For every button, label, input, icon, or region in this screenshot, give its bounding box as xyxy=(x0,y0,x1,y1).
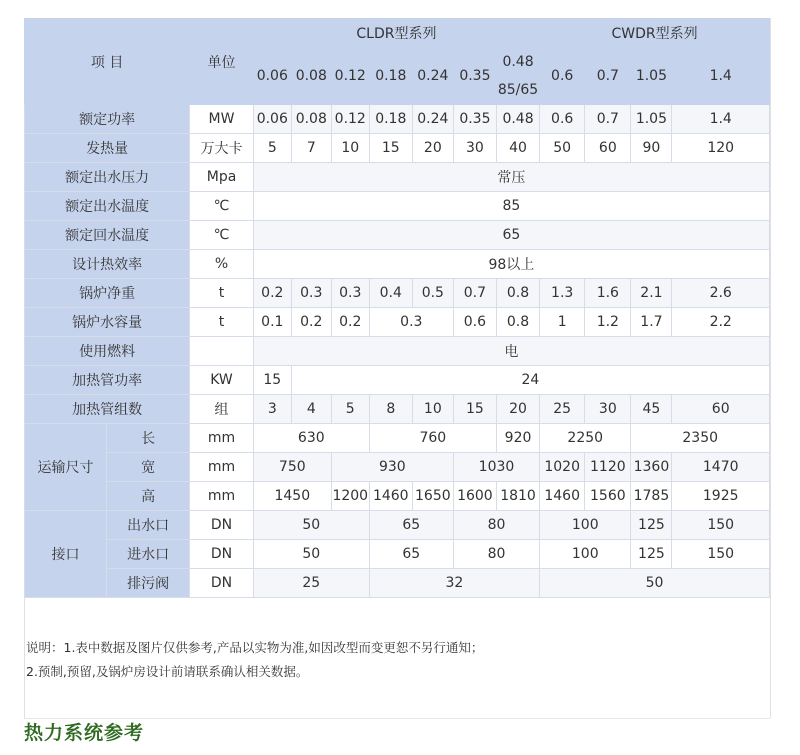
table-cell: 5 xyxy=(331,395,369,424)
table-cell: 15 xyxy=(253,366,291,395)
table-cell: 80 xyxy=(453,511,539,540)
table-cell: 100 xyxy=(540,540,631,569)
table-cell: 1.05 xyxy=(631,105,672,134)
row-unit: ℃ xyxy=(190,192,254,221)
table-cell: 60 xyxy=(672,395,770,424)
table-cell: 0.06 xyxy=(253,105,291,134)
table-cell: 0.08 xyxy=(291,105,331,134)
table-cell: 1450 xyxy=(253,482,331,511)
row-label: 长 xyxy=(107,424,190,453)
row-label: 设计热效率 xyxy=(25,250,190,279)
table-cell: 1020 xyxy=(540,453,585,482)
table-row xyxy=(25,105,770,134)
model-cell: 1.05 xyxy=(631,48,672,105)
notes xyxy=(26,636,483,684)
table-cell: 0.7 xyxy=(453,279,496,308)
section-title: 热力系统参考 xyxy=(24,722,145,744)
row-unit: t xyxy=(190,308,254,337)
table-cell: 0.2 xyxy=(331,308,369,337)
row-label: 进水口 xyxy=(107,540,190,569)
table-cell: 1560 xyxy=(585,482,631,511)
table-row xyxy=(25,250,770,279)
row-label: 加热管功率 xyxy=(25,366,190,395)
table-cell: 30 xyxy=(585,395,631,424)
row-label: 宽 xyxy=(107,453,190,482)
table-cell: 4 xyxy=(291,395,331,424)
model-cell: 1.4 xyxy=(672,48,770,105)
model-cell: 0.18 xyxy=(369,48,412,105)
row-label: 排污阀 xyxy=(107,569,190,598)
table-cell: 65 xyxy=(253,221,769,250)
row-label: 出水口 xyxy=(107,511,190,540)
table-cell: 50 xyxy=(253,540,369,569)
model-cell: 0.12 xyxy=(331,48,369,105)
header-unit: 单位 xyxy=(190,19,254,105)
row-label: 额定回水温度 xyxy=(25,221,190,250)
table-cell: 630 xyxy=(253,424,369,453)
table-cell: 50 xyxy=(540,134,585,163)
table-row xyxy=(25,221,770,250)
model-cell: 0.35 xyxy=(453,48,496,105)
row-label: 发热量 xyxy=(25,134,190,163)
table-cell: 30 xyxy=(453,134,496,163)
row-unit: mm xyxy=(190,482,254,511)
table-row xyxy=(25,395,770,424)
table-cell: 2250 xyxy=(540,424,631,453)
table-row xyxy=(25,482,770,511)
table-cell: 3 xyxy=(253,395,291,424)
note-line: 说明：1.表中数据及图片仅供参考,产品以实物为准,如因改型而变更恕不另行通知； xyxy=(26,640,484,655)
table-cell: 7 xyxy=(291,134,331,163)
table-cell: 0.48 xyxy=(496,105,539,134)
table-cell: 1030 xyxy=(453,453,539,482)
row-label: 额定出水压力 xyxy=(25,163,190,192)
table-cell: 750 xyxy=(253,453,331,482)
table-cell: 150 xyxy=(672,511,770,540)
model-cell: 0.24 xyxy=(412,48,453,105)
row-unit: Mpa xyxy=(190,163,254,192)
table-cell: 50 xyxy=(540,569,770,598)
row-unit: % xyxy=(190,250,254,279)
table-cell: 0.6 xyxy=(540,105,585,134)
spec-table xyxy=(24,18,770,598)
row-label: 加热管组数 xyxy=(25,395,190,424)
table-cell: 150 xyxy=(672,540,770,569)
model-cell: 0.48 85/65 xyxy=(496,48,539,105)
table-cell: 930 xyxy=(331,453,453,482)
table-cell: 0.6 xyxy=(453,308,496,337)
table-cell: 80 xyxy=(453,540,539,569)
table-cell: 0.5 xyxy=(412,279,453,308)
table-cell: 0.4 xyxy=(369,279,412,308)
table-row xyxy=(25,308,770,337)
row-unit xyxy=(190,337,254,366)
table-cell: 0.7 xyxy=(585,105,631,134)
table-cell: 25 xyxy=(253,569,369,598)
row-label: 高 xyxy=(107,482,190,511)
table-cell: 125 xyxy=(631,511,672,540)
table-cell: 0.18 xyxy=(369,105,412,134)
table-cell: 760 xyxy=(369,424,496,453)
table-cell: 8 xyxy=(369,395,412,424)
table-cell: 0.2 xyxy=(291,308,331,337)
table-cell: 15 xyxy=(369,134,412,163)
table-cell: 65 xyxy=(369,511,453,540)
table-row xyxy=(25,192,770,221)
table-row xyxy=(25,337,770,366)
table-cell: 0.8 xyxy=(496,279,539,308)
table-row xyxy=(25,511,770,540)
table-cell: 98以上 xyxy=(253,250,769,279)
table-cell: 1810 xyxy=(496,482,539,511)
table-cell: 100 xyxy=(540,511,631,540)
row-unit: mm xyxy=(190,453,254,482)
table-cell: 1 xyxy=(540,308,585,337)
table-cell: 2.6 xyxy=(672,279,770,308)
model-cell: 0.06 xyxy=(253,48,291,105)
table-cell: 0.2 xyxy=(253,279,291,308)
row-unit: 万大卡 xyxy=(190,134,254,163)
table-cell: 0.24 xyxy=(412,105,453,134)
table-row xyxy=(25,569,770,598)
table-cell: 0.8 xyxy=(496,308,539,337)
note-line: 2.预制,预留,及锅炉房设计前请联系确认相关数据。 xyxy=(26,664,309,679)
table-cell: 0.3 xyxy=(291,279,331,308)
table-cell: 1.6 xyxy=(585,279,631,308)
table-cell: 120 xyxy=(672,134,770,163)
row-label: 使用燃料 xyxy=(25,337,190,366)
table-cell: 1360 xyxy=(631,453,672,482)
row-unit: DN xyxy=(190,540,254,569)
table-row xyxy=(25,453,770,482)
table-cell: 20 xyxy=(496,395,539,424)
table-cell: 1460 xyxy=(369,482,412,511)
table-cell: 电 xyxy=(253,337,769,366)
table-cell: 20 xyxy=(412,134,453,163)
table-cell: 125 xyxy=(631,540,672,569)
table-cell: 0.35 xyxy=(453,105,496,134)
table-cell: 0.12 xyxy=(331,105,369,134)
table-cell: 1470 xyxy=(672,453,770,482)
table-cell: 1600 xyxy=(453,482,496,511)
header-cwdr-series: CWDR型系列 xyxy=(540,19,770,48)
table-row xyxy=(25,279,770,308)
table-cell: 920 xyxy=(496,424,539,453)
table-cell: 1.7 xyxy=(631,308,672,337)
header-item: 项 目 xyxy=(25,19,190,105)
table-cell: 1460 xyxy=(540,482,585,511)
row-unit: DN xyxy=(190,569,254,598)
table-cell: 32 xyxy=(369,569,539,598)
table-cell: 1.2 xyxy=(585,308,631,337)
table-cell: 50 xyxy=(253,511,369,540)
table-cell: 65 xyxy=(369,540,453,569)
model-cell: 0.08 xyxy=(291,48,331,105)
row-unit: mm xyxy=(190,424,254,453)
table-row xyxy=(25,424,770,453)
table-cell: 0.3 xyxy=(369,308,453,337)
table-cell: 1.3 xyxy=(540,279,585,308)
row-unit: t xyxy=(190,279,254,308)
table-cell: 1785 xyxy=(631,482,672,511)
table-cell: 1120 xyxy=(585,453,631,482)
table-cell: 2.1 xyxy=(631,279,672,308)
group-label: 接口 xyxy=(25,511,107,598)
table-cell: 10 xyxy=(331,134,369,163)
row-unit: 组 xyxy=(190,395,254,424)
row-unit: ℃ xyxy=(190,221,254,250)
group-label: 运输尺寸 xyxy=(25,424,107,511)
table-cell: 2.2 xyxy=(672,308,770,337)
model-cell: 0.7 xyxy=(585,48,631,105)
table-cell: 5 xyxy=(253,134,291,163)
table-cell: 常压 xyxy=(253,163,769,192)
table-cell: 0.1 xyxy=(253,308,291,337)
table-cell: 2350 xyxy=(631,424,770,453)
table-row xyxy=(25,366,770,395)
row-label: 额定功率 xyxy=(25,105,190,134)
row-label: 锅炉净重 xyxy=(25,279,190,308)
table-cell: 0.3 xyxy=(331,279,369,308)
table-row xyxy=(25,134,770,163)
table-cell: 90 xyxy=(631,134,672,163)
table-cell: 45 xyxy=(631,395,672,424)
table-cell: 15 xyxy=(453,395,496,424)
table-row xyxy=(25,540,770,569)
row-label: 额定出水温度 xyxy=(25,192,190,221)
table-cell: 60 xyxy=(585,134,631,163)
table-row xyxy=(25,163,770,192)
row-label: 锅炉水容量 xyxy=(25,308,190,337)
row-unit: MW xyxy=(190,105,254,134)
table-cell: 40 xyxy=(496,134,539,163)
row-unit: KW xyxy=(190,366,254,395)
table-cell: 25 xyxy=(540,395,585,424)
table-cell: 24 xyxy=(291,366,769,395)
model-cell: 0.6 xyxy=(540,48,585,105)
row-unit: DN xyxy=(190,511,254,540)
header-cldr-series: CLDR型系列 xyxy=(253,19,539,48)
table-cell: 1200 xyxy=(331,482,369,511)
table-cell: 85 xyxy=(253,192,769,221)
table-cell: 10 xyxy=(412,395,453,424)
table-cell: 1925 xyxy=(672,482,770,511)
table-cell: 1.4 xyxy=(672,105,770,134)
table-cell: 1650 xyxy=(412,482,453,511)
